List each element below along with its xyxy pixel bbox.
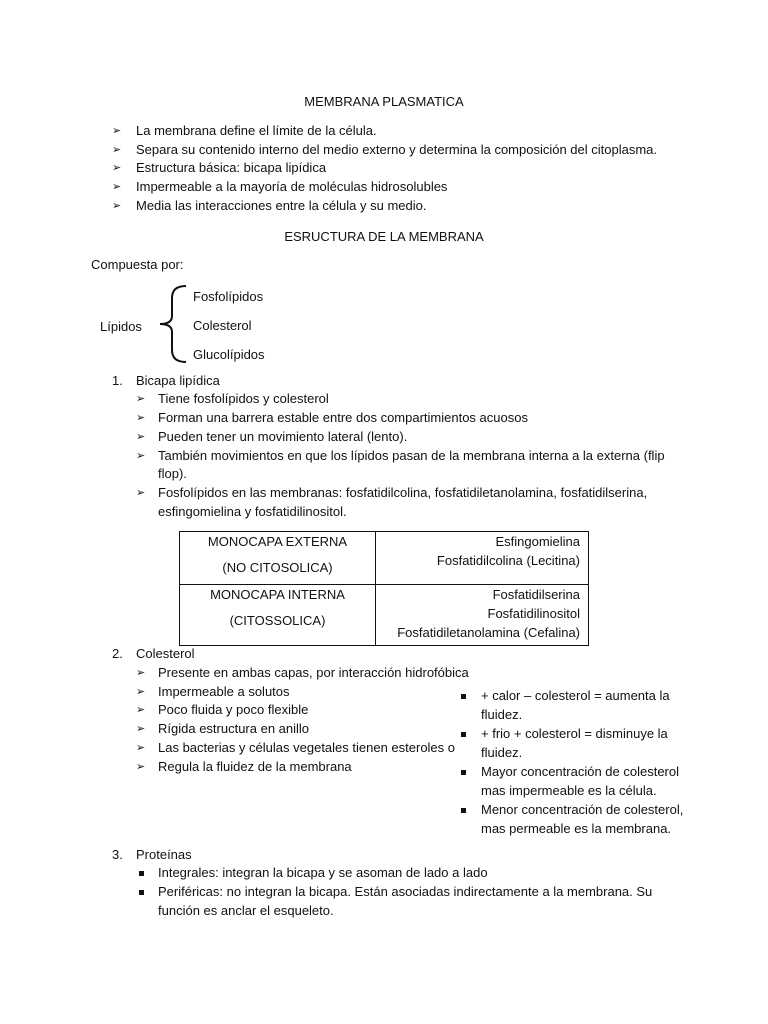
cell-line: Fosfatidilserina	[492, 587, 580, 602]
curly-brace-icon	[156, 284, 190, 364]
square-bullet-icon	[461, 770, 466, 775]
lipid-item: Fosfolípidos	[193, 289, 264, 304]
side-note-continuation: fluidez.	[481, 707, 523, 722]
side-note-continuation: fluidez.	[481, 745, 523, 760]
cell-line: Esfingomielina	[495, 534, 580, 549]
bicapa-bullet: Pueden tener un movimiento lateral (lento).	[158, 429, 408, 444]
intro-bullet: Media las interacciones entre la célula y su medio.	[136, 198, 427, 213]
cell-line: MONOCAPA INTERNA	[210, 587, 345, 602]
arrow-bullet-icon: ➢	[136, 704, 146, 716]
side-note-continuation: mas permeable es la membrana.	[481, 821, 672, 836]
arrow-bullet-icon: ➢	[136, 723, 146, 735]
colesterol-bullet: Impermeable a solutos	[158, 684, 290, 699]
lipid-item: Colesterol	[193, 318, 252, 333]
colesterol-bullet: Las bacterias y células vegetales tienen esteroles o	[158, 740, 456, 755]
bicapa-bullet-continuation: esfingomielina y fosfatidilinositol.	[158, 504, 347, 519]
bicapa-bullet-continuation: flop).	[158, 466, 187, 481]
lipid-item: Glucolípidos	[193, 347, 265, 362]
side-note: + calor – colesterol = aumenta la	[481, 688, 670, 703]
cell-line: Fosfatidiletanolamina (Cefalina)	[397, 625, 580, 640]
cell-line: Fosfatidilcolina (Lecitina)	[436, 553, 580, 568]
list-number: 2.	[112, 646, 123, 661]
side-note-continuation: mas impermeable es la célula.	[481, 783, 657, 798]
page-title: MEMBRANA PLASMATICA	[304, 94, 464, 109]
table-row	[180, 532, 589, 585]
arrow-bullet-icon: ➢	[136, 393, 146, 405]
arrow-bullet-icon: ➢	[136, 431, 146, 443]
colesterol-bullet: Rígida estructura en anillo	[158, 721, 310, 736]
section-heading-bicapa: Bicapa lipídica	[136, 373, 220, 388]
table-cell	[180, 585, 376, 646]
bicapa-bullet: Fosfolípidos en las membranas: fosfatidilcolina, fosfatidiletanolamina, fosfatidilserina,	[158, 485, 648, 500]
square-bullet-icon	[461, 808, 466, 813]
cell-line: (CITOSSOLICA)	[229, 613, 326, 628]
section-title: ESRUCTURA DE LA MEMBRANA	[284, 229, 484, 244]
side-note: Mayor concentración de colesterol	[481, 764, 679, 779]
section-heading-proteinas: Proteínas	[136, 847, 192, 862]
cell-line: (NO CITOSOLICA)	[222, 560, 333, 575]
square-bullet-icon	[139, 890, 144, 895]
bicapa-bullet: También movimientos en que los lípidos pasan de la membrana interna a la externa (flip	[158, 448, 665, 463]
list-number: 3.	[112, 847, 123, 862]
arrow-bullet-icon: ➢	[112, 200, 122, 212]
table-cell	[376, 585, 589, 646]
lipidos-label: Lípidos	[100, 319, 142, 334]
table-cell	[180, 532, 376, 585]
square-bullet-icon	[139, 871, 144, 876]
table-row	[180, 585, 589, 646]
section-heading-colesterol: Colesterol	[136, 646, 195, 661]
colesterol-bullet: Presente en ambas capas, por interacción hidrofóbica	[158, 665, 469, 680]
square-bullet-icon	[461, 694, 466, 699]
compuesta-label: Compuesta por:	[91, 257, 184, 272]
square-bullet-icon	[461, 732, 466, 737]
arrow-bullet-icon: ➢	[136, 412, 146, 424]
proteinas-bullet: Integrales: integran la bicapa y se asoman de lado a lado	[158, 865, 488, 880]
side-note: + frio + colesterol = disminuye la	[481, 726, 668, 741]
proteinas-bullet-continuation: función es anclar el esqueleto.	[158, 903, 334, 918]
arrow-bullet-icon: ➢	[112, 144, 122, 156]
colesterol-bullet: Regula la fluidez de la membrana	[158, 759, 352, 774]
cell-line: MONOCAPA EXTERNA	[207, 534, 348, 549]
bicapa-bullet: Forman una barrera estable entre dos compartimientos acuosos	[158, 410, 528, 425]
arrow-bullet-icon: ➢	[136, 667, 146, 679]
intro-bullet: Impermeable a la mayoría de moléculas hidrosolubles	[136, 179, 448, 194]
arrow-bullet-icon: ➢	[136, 761, 146, 773]
arrow-bullet-icon: ➢	[112, 125, 122, 137]
intro-bullet: La membrana define el límite de la célula.	[136, 123, 377, 138]
side-note: Menor concentración de colesterol,	[481, 802, 684, 817]
monocapa-table	[179, 531, 589, 646]
list-number: 1.	[112, 373, 123, 388]
arrow-bullet-icon: ➢	[112, 162, 122, 174]
arrow-bullet-icon: ➢	[136, 487, 146, 499]
arrow-bullet-icon: ➢	[112, 181, 122, 193]
cell-line: Fosfatidilinositol	[487, 606, 580, 621]
bicapa-bullet: Tiene fosfolípidos y colesterol	[158, 391, 329, 406]
intro-bullet: Estructura básica: bicapa lipídica	[136, 160, 327, 175]
colesterol-bullet: Poco fluida y poco flexible	[158, 702, 309, 717]
arrow-bullet-icon: ➢	[136, 742, 146, 754]
intro-bullet: Separa su contenido interno del medio externo y determina la composición del citoplasma.	[136, 142, 658, 157]
arrow-bullet-icon: ➢	[136, 450, 146, 462]
table-cell	[376, 532, 589, 585]
proteinas-bullet: Periféricas: no integran la bicapa. Están asociadas indirectamente a la membrana. Su	[158, 884, 653, 899]
arrow-bullet-icon: ➢	[136, 686, 146, 698]
